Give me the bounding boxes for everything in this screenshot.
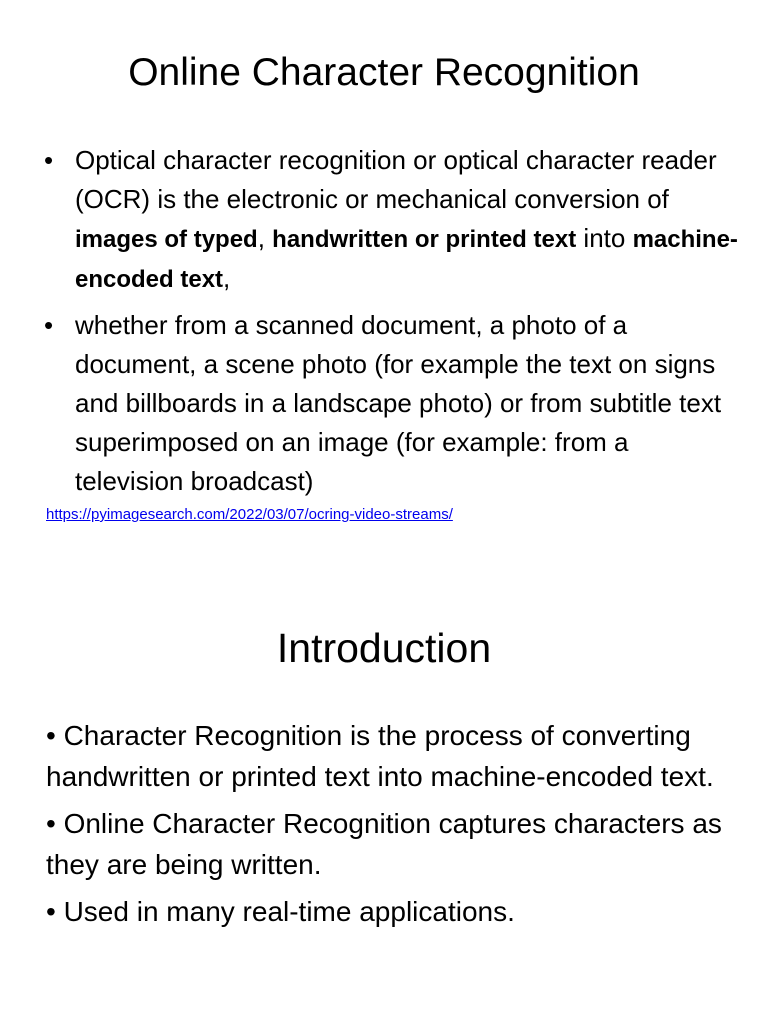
bullet-item-ocr-definition [44,141,744,299]
reference-link[interactable]: https://pyimagesearch.com/2022/03/07/ocring-video-streams/ [46,506,453,523]
bullet-marker: • [44,310,54,340]
slide-introduction [0,560,768,1024]
bullet-item: • Character Recognition is the process of converting handwritten or printed text into machine-encoded text. [46,720,714,792]
bullet-text: , [223,263,231,293]
bullet-text: , [257,223,273,253]
bullet-item: • Online Character Recognition captures characters as they are being written. [46,808,722,880]
bullet-marker: • [44,145,54,175]
bold-phrase: images of typed [75,226,258,253]
slide-title: Introduction [276,625,492,671]
bullet-item: • Used in many real-time applications. [46,896,515,927]
bold-phrase: handwritten or printed text [272,226,577,253]
bullet-item-ocr-sources [44,306,744,501]
bullet-list [46,715,736,938]
bullet-text: Optical character recognition or optical character reader (OCR) is the electronic or mechanical conversion of [75,145,717,214]
bold-phrase: machine-encoded text [75,226,738,293]
bullet-text: whether from a scanned document, a photo of a document, a scene photo (for example the text on signs and billboards in a landscape photo) or from subtitle text superimposed on an image (for example: from a television broadcast) [75,310,722,496]
slide-title: Online Character Recognition [128,51,640,94]
bullet-text: into [576,223,633,253]
bullet-list [44,141,744,508]
